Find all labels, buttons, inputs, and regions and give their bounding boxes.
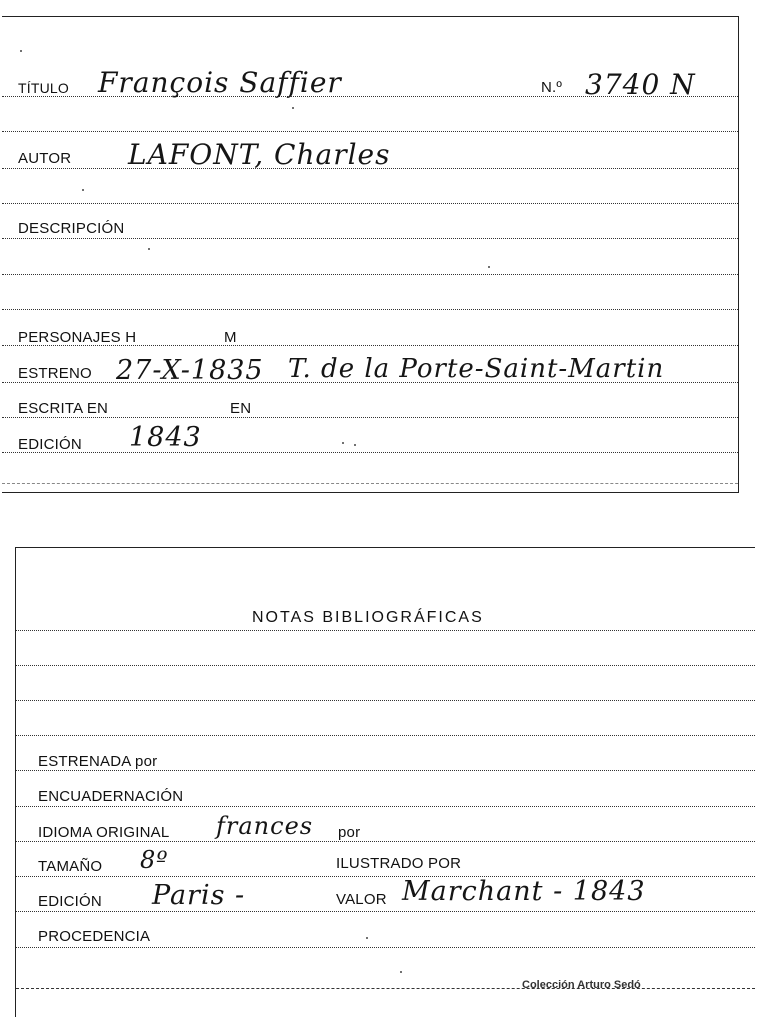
ink-speck — [354, 444, 356, 446]
rule-between — [2, 131, 738, 132]
label-titulo: TÍTULO — [18, 80, 69, 96]
rule-descripcion-2 — [2, 274, 738, 275]
collection-credit: Colección Arturo Sedó — [522, 979, 641, 991]
rule-notes-1 — [16, 630, 755, 631]
value-editor: Marchant - 1843 — [402, 876, 646, 907]
label-descripcion: DESCRIPCIÓN — [18, 220, 125, 237]
rule-edicion — [2, 452, 738, 453]
rule-notes-3 — [16, 700, 755, 701]
rule-notes-4 — [16, 735, 755, 736]
rule-escrita — [2, 417, 738, 418]
label-idioma-original: IDIOMA ORIGINAL — [38, 824, 170, 841]
label-idioma-por: por — [338, 824, 361, 841]
label-encuadernacion: ENCUADERNACIÓN — [38, 788, 184, 805]
label-personajes-h: PERSONAJES H — [18, 329, 137, 346]
rule-estrenada — [16, 770, 755, 771]
label-tamano: TAMAÑO — [38, 858, 103, 875]
label-numero: N.º — [541, 79, 563, 96]
rule-notes-2 — [16, 665, 755, 666]
value-numero: 3740 N — [585, 68, 696, 101]
value-autor: LAFONT, Charles — [128, 138, 391, 171]
value-edicion: 1843 — [129, 422, 202, 453]
label-procedencia: PROCEDENCIA — [38, 928, 151, 945]
label-valor: VALOR — [336, 891, 387, 908]
ink-speck — [366, 937, 368, 939]
ink-speck — [488, 266, 490, 268]
ink-speck — [148, 248, 150, 250]
rule-footer — [16, 988, 755, 989]
label-estrenada-por: ESTRENADA por — [38, 753, 158, 770]
label-edicion-2: EDICIÓN — [38, 893, 102, 910]
value-titulo: François Saffier — [98, 66, 342, 99]
notes-heading: NOTAS BIBLIOGRÁFICAS — [252, 609, 484, 626]
ink-speck — [20, 50, 22, 52]
value-estreno-fecha: 27-X-1835 — [116, 355, 264, 386]
value-estreno-teatro: T. de la Porte-Saint-Martin — [288, 354, 665, 384]
label-personajes-m: M — [224, 329, 237, 346]
rule-encuadernacion — [16, 806, 755, 807]
rule-idioma — [16, 841, 755, 842]
ink-speck — [292, 107, 294, 109]
value-idioma-original: frances — [216, 812, 314, 840]
label-autor: AUTOR — [18, 150, 72, 167]
ink-speck — [82, 189, 84, 191]
label-ilustrado-por: ILUSTRADO POR — [336, 855, 462, 872]
label-estreno: ESTRENO — [18, 365, 92, 382]
catalog-card-notes — [15, 547, 755, 1017]
rule-between-2 — [2, 203, 738, 204]
ink-speck — [400, 971, 402, 973]
label-edicion: EDICIÓN — [18, 436, 82, 453]
value-edicion-lugar: Paris - — [152, 880, 246, 911]
label-escrita-en-2: EN — [230, 400, 252, 417]
rule-procedencia — [16, 947, 755, 948]
catalog-card-main — [2, 16, 739, 493]
value-tamano: 8º — [140, 846, 169, 874]
rule-descripcion-3 — [2, 309, 738, 310]
rule-descripcion — [2, 238, 738, 239]
rule-edicion-2 — [16, 911, 755, 912]
label-escrita-en: ESCRITA EN — [18, 400, 109, 417]
rule-bottom — [2, 483, 738, 484]
ink-speck — [342, 442, 344, 444]
